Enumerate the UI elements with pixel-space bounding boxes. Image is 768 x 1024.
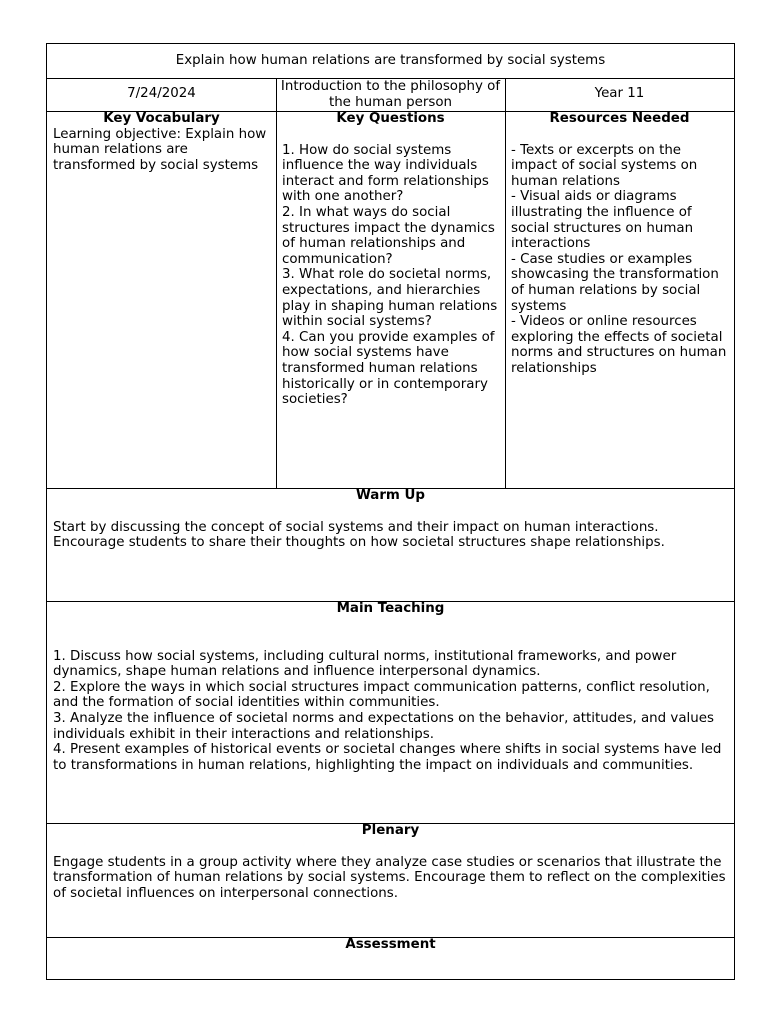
key-questions-heading: Key Questions — [336, 111, 445, 126]
key-questions-body: 1. How do social systems influence the way individuals interact and form relationships with one another? 2. In what ways do social structures impact the dynamics of human relationships and communication? 3. What role do societal norms, expectations, and hierarchies play in shaping human relations within social systems? 4. Can you provide examples of how social systems have transformed human relations historically or in contemporary societies? — [282, 142, 498, 408]
main-teaching-section — [46, 601, 735, 824]
key-questions-cell — [276, 111, 506, 489]
key-vocabulary-body: Learning objective: Explain how human relations are transformed by social systems — [53, 126, 267, 173]
subject-cell — [276, 78, 506, 112]
plenary-body: Engage students in a group activity where they analyze case studies or scenarios that illustrate the transformation of human relations by social systems. Encourage them to reflect on the complexities of societal influences on interpersonal connections. — [53, 854, 726, 901]
warm-up-section — [46, 488, 735, 602]
plenary-section — [46, 823, 735, 938]
lesson-subject: Introduction to the philosophy of the human person — [280, 79, 501, 110]
lesson-date: 7/24/2024 — [127, 86, 196, 101]
lesson-year: Year 11 — [594, 86, 645, 101]
assessment-heading: Assessment — [345, 937, 436, 952]
page-title: Explain how human relations are transformed by social systems — [175, 53, 606, 68]
assessment-section — [46, 937, 735, 980]
date-cell — [46, 78, 277, 112]
title-cell — [46, 43, 735, 79]
year-cell — [505, 78, 735, 112]
warm-up-body: Start by discussing the concept of social systems and their impact on human interactions. Encourage students to share their thoughts on how societal structures shape relationships. — [53, 519, 665, 551]
resources-needed-cell — [505, 111, 735, 489]
resources-needed-body: - Texts or excerpts on the impact of social systems on human relations - Visual aids or diagrams illustrating the influence of social structures on human interactions - Case studies or examples showcasing the transformation of human relations by social systems - Videos or online resources exploring the effects of societal norms and structures on human relationships — [511, 142, 727, 376]
resources-needed-heading: Resources Needed — [549, 111, 690, 126]
key-vocabulary-heading: Key Vocabulary — [103, 111, 220, 126]
main-teaching-heading: Main Teaching — [336, 601, 445, 616]
plenary-heading: Plenary — [361, 823, 420, 838]
warm-up-heading: Warm Up — [355, 488, 425, 503]
key-vocabulary-cell — [46, 111, 277, 489]
main-teaching-body: 1. Discuss how social systems, including cultural norms, institutional frameworks, and power dynamics, shape human relations and influence interpersonal dynamics. 2. Explore the ways in which social structures impact communication patterns, conflict resolution, and the formation of social identities within communities. 3. Analyze the influence of societal norms and expectations on the behavior, attitudes, and values individuals exhibit in their interactions and relationships. 4. Present examples of historical events or societal changes where shifts in social systems have led to transformations in human relations, highlighting the impact on individuals and communities. — [53, 648, 722, 773]
